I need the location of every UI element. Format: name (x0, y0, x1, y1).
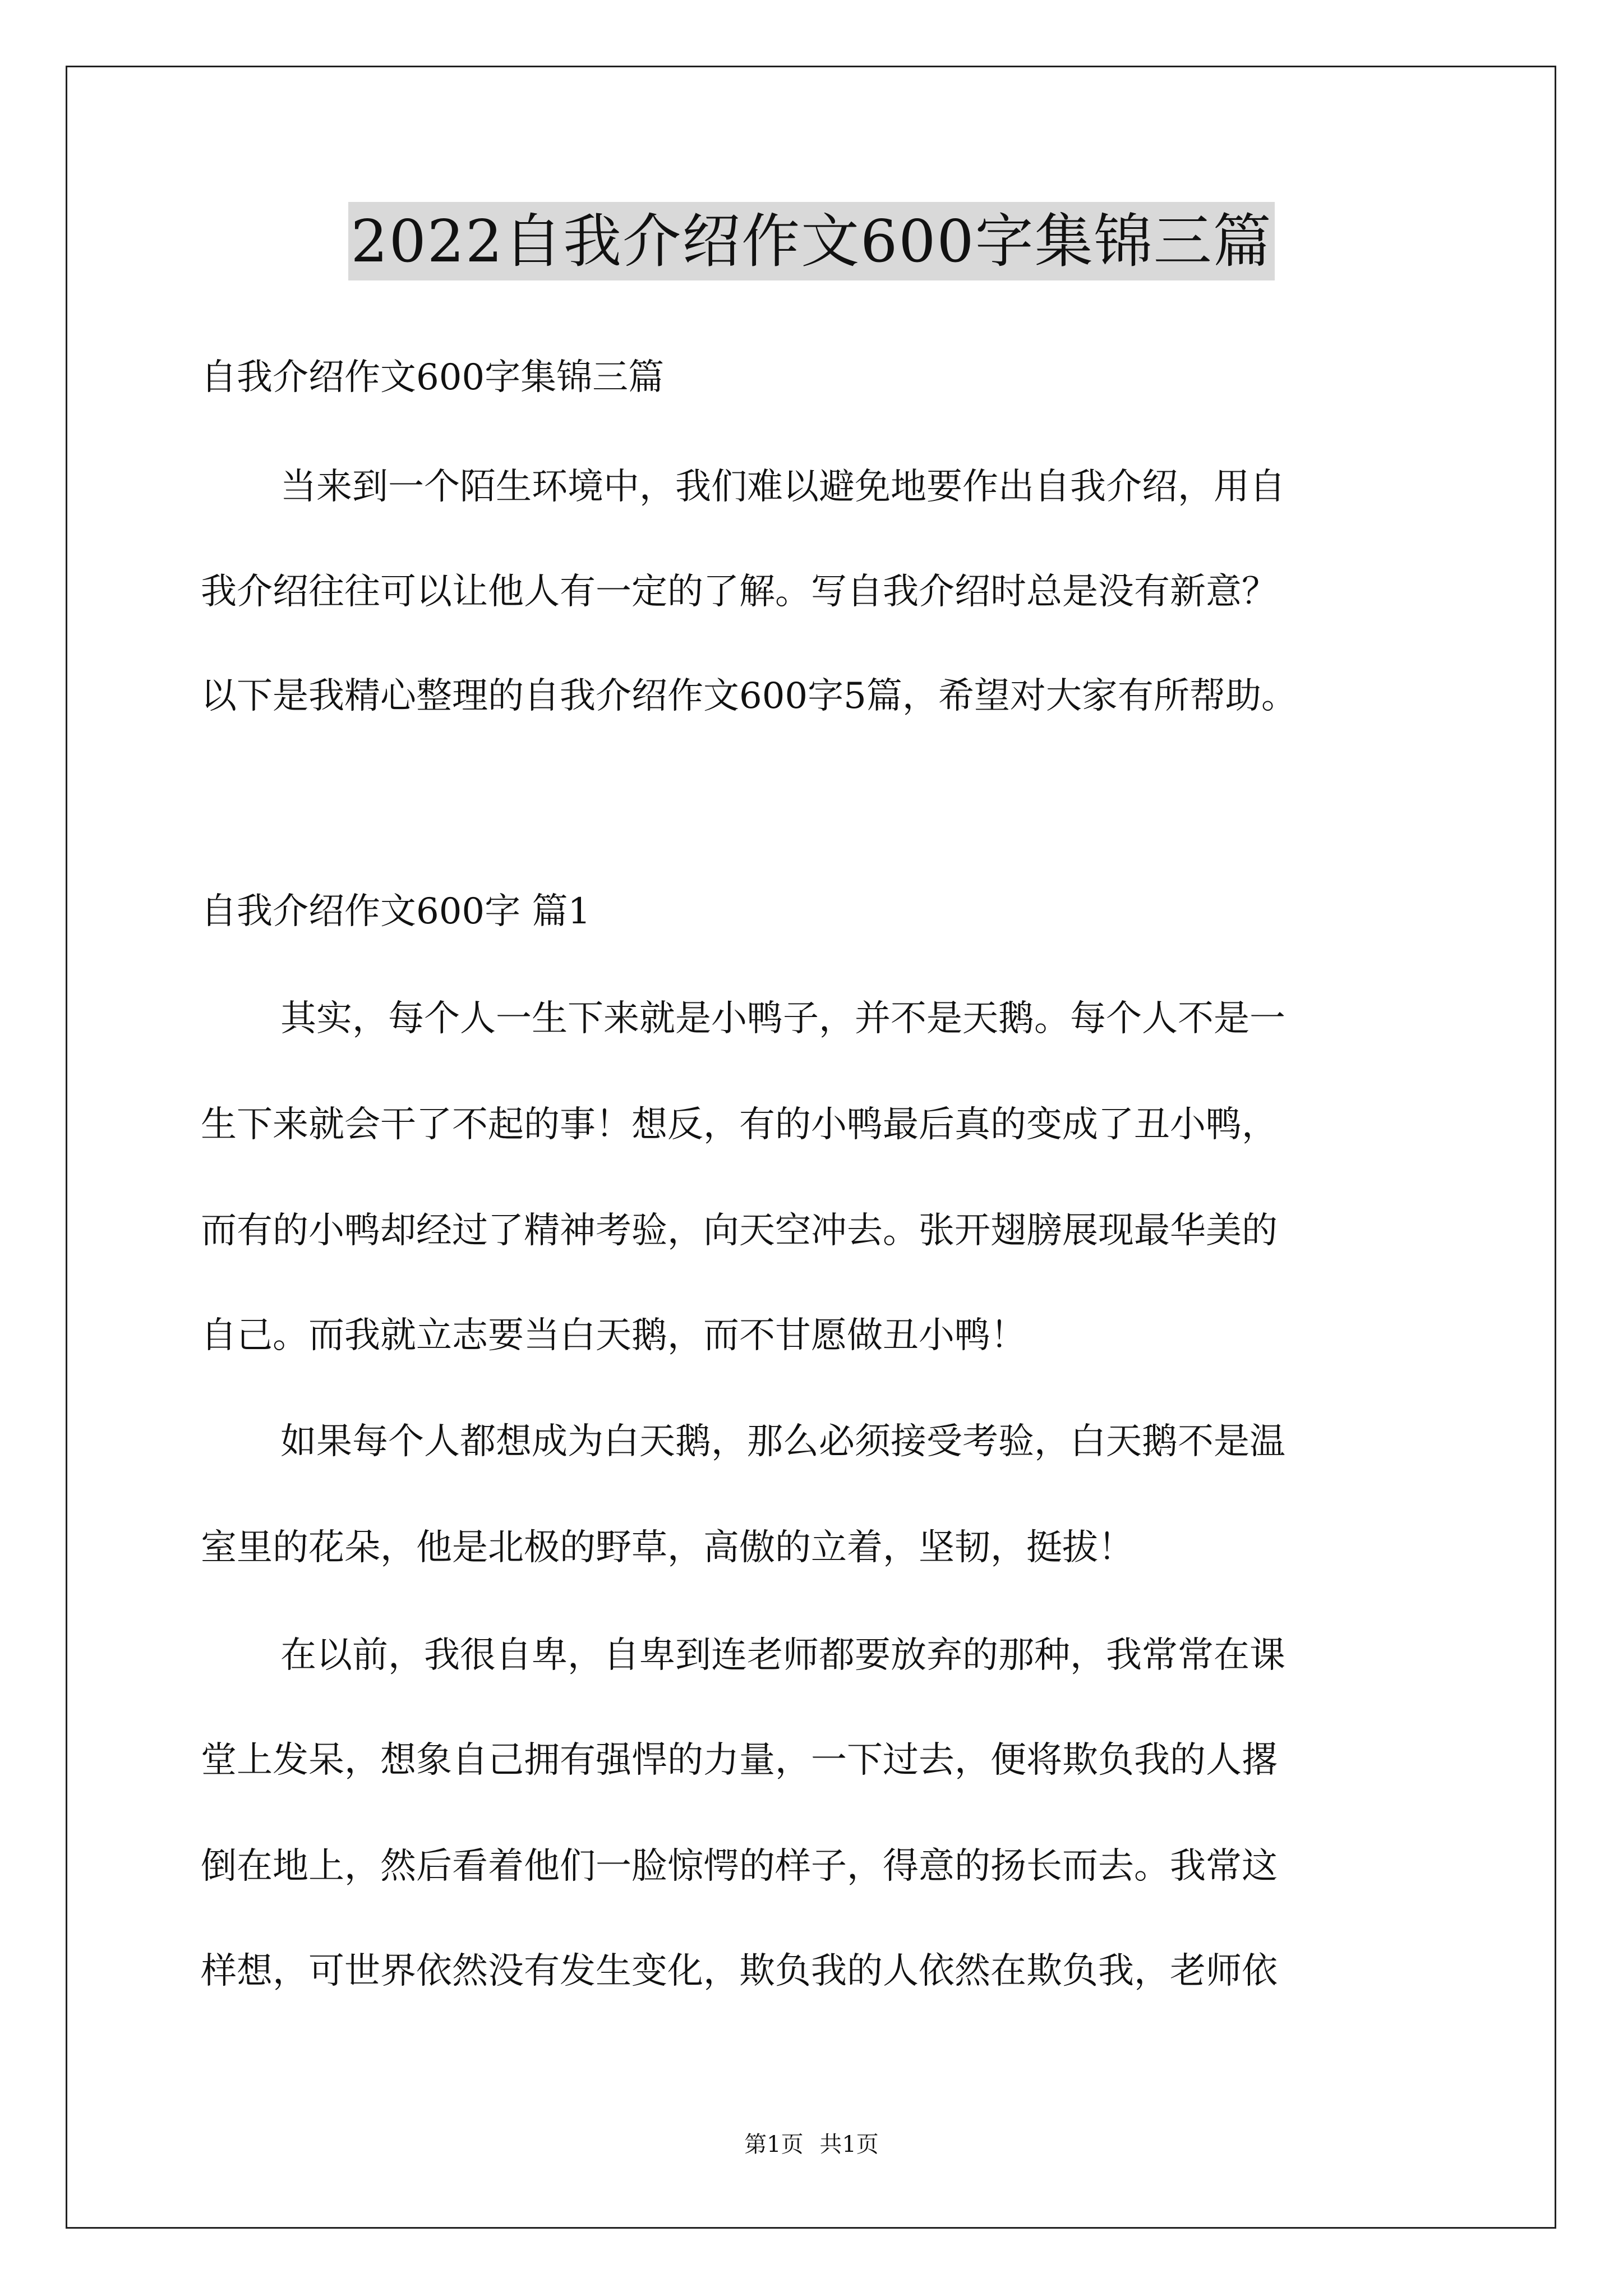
intro-line: 当来到一个陌生环境中，我们难以避免地要作出自我介绍，用自 (280, 466, 1285, 508)
intro-line: 我介绍往往可以让他人有一定的了解。写自我介绍时总是没有新意？ (201, 571, 1278, 613)
paragraph-line: 如果每个人都想成为白天鹅，那么必须接受考验，白天鹅不是温 (280, 1421, 1285, 1462)
page-footer (0, 2129, 1623, 2160)
paragraph-line: 堂上发呆，想象自己拥有强悍的力量，一下过去，便将欺负我的人撂 (201, 1740, 1278, 1781)
paragraph-line: 而有的小鸭却经过了精神考验，向天空冲去。张开翅膀展现最华美的 (201, 1210, 1278, 1251)
document-title: 2022自我介绍作文600字集锦三篇 (348, 202, 1274, 280)
title-container (0, 202, 1623, 280)
paragraph-line: 其实，每个人一生下来就是小鸭子，并不是天鹅。每个人不是一 (280, 998, 1285, 1039)
paragraph-line: 室里的花朵，他是北极的野草，高傲的立着，坚韧，挺拔！ (201, 1527, 1134, 1568)
intro-line: 以下是我精心整理的自我介绍作文600字5篇，希望对大家有所帮助。 (201, 675, 1297, 717)
section-heading: 自我介绍作文600字 篇1 (201, 891, 591, 932)
paragraph-line: 在以前，我很自卑，自卑到连老师都要放弃的那种，我常常在课 (280, 1635, 1285, 1676)
paragraph-line: 倒在地上，然后看着他们一脸惊愕的样子，得意的扬长而去。我常这 (201, 1846, 1278, 1887)
subtitle: 自我介绍作文600字集锦三篇 (201, 357, 665, 398)
paragraph-line: 样想，可世界依然没有发生变化，欺负我的人依然在欺负我，老师依 (201, 1950, 1278, 1992)
paragraph-line: 自己。而我就立志要当白天鹅，而不甘愿做丑小鸭！ (201, 1315, 1026, 1356)
page-number: 第1页 (744, 2132, 804, 2157)
paragraph-line: 生下来就会干了不起的事！想反，有的小鸭最后真的变成了丑小鸭， (201, 1104, 1278, 1145)
page-total: 共1页 (819, 2132, 879, 2157)
